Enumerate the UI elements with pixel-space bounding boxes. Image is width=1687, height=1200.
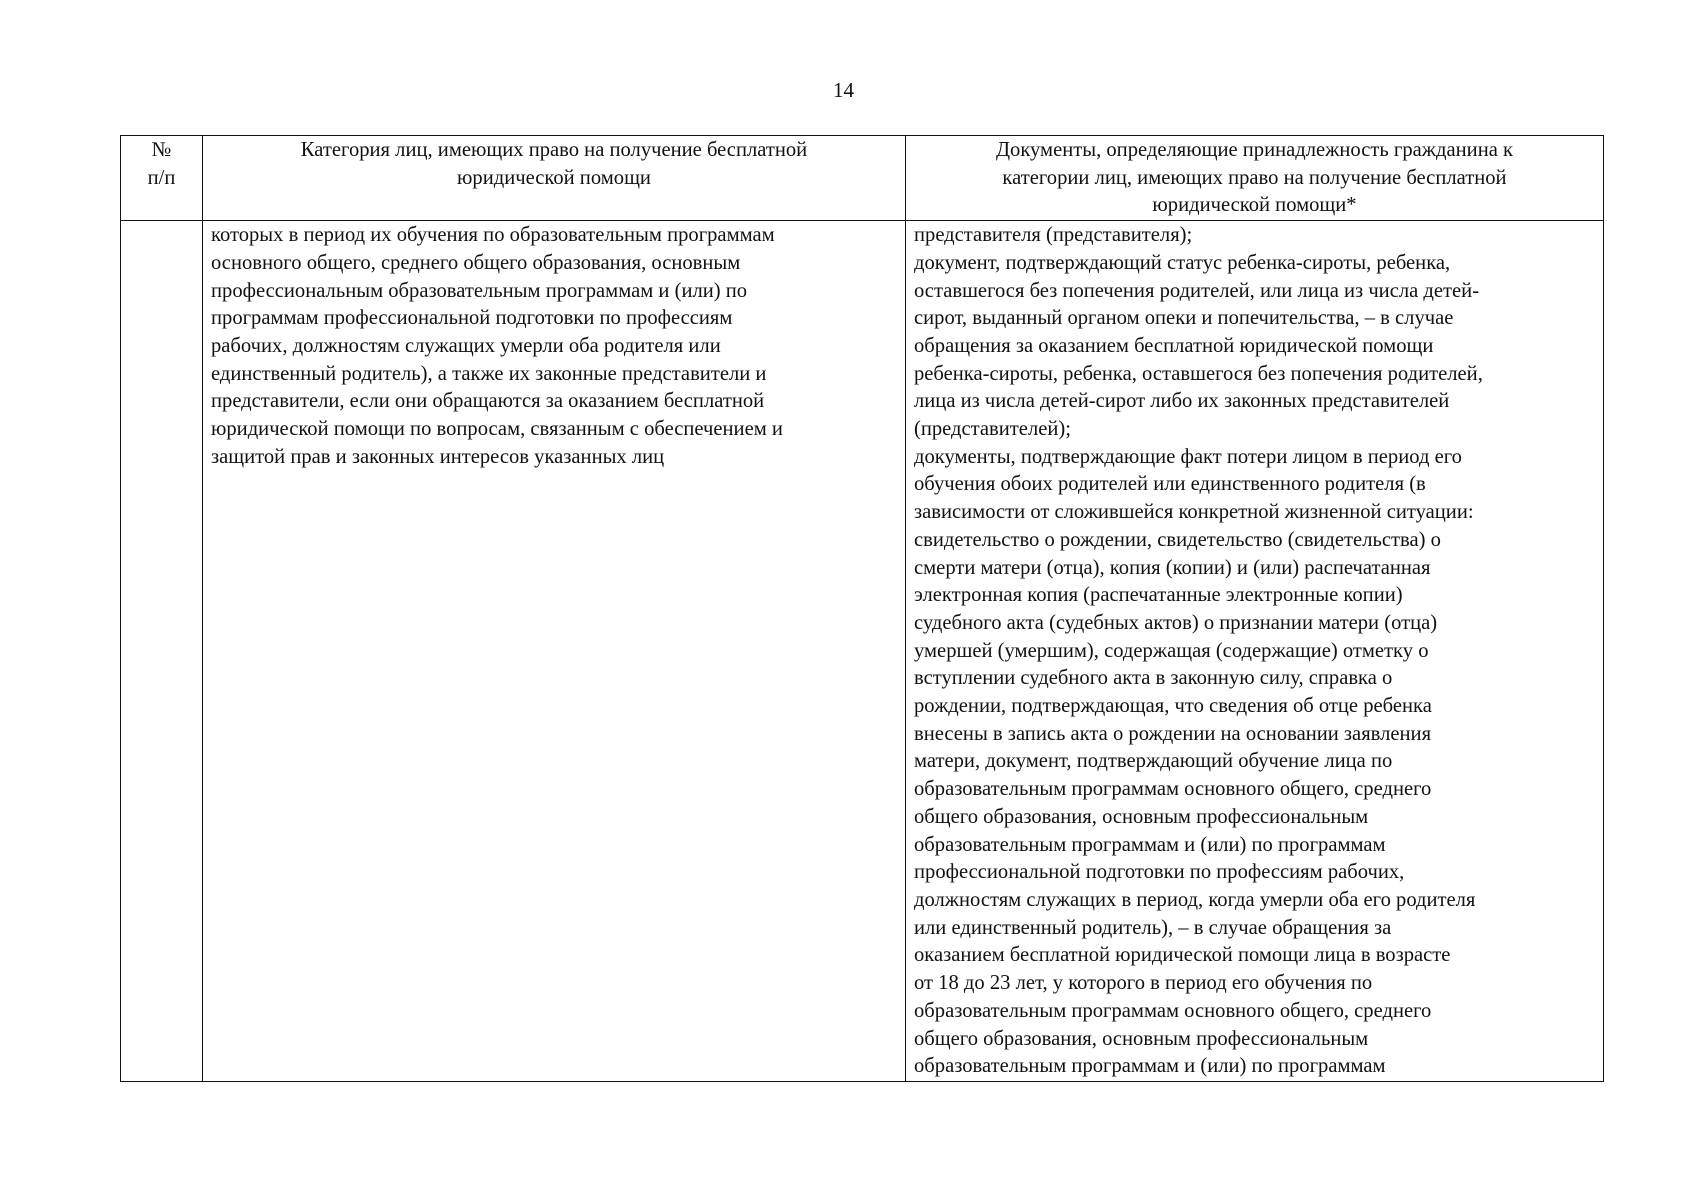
documents-line: зависимости от сложившейся конкретной жизненной ситуации:: [914, 501, 1474, 524]
documents-line: общего образования, основным профессиональным: [914, 1027, 1369, 1050]
header-documents-line: категории лиц, имеющих право на получение бесплатной: [1002, 166, 1507, 189]
documents-line: вступлении судебного акта в законную силу, справка о: [914, 667, 1393, 690]
documents-line: электронная копия (распечатанные электронные копии): [914, 584, 1403, 607]
category-line: профессиональным образовательным программам и (или) по: [211, 279, 748, 302]
header-documents: [906, 136, 1604, 221]
documents-text: [906, 221, 1603, 1081]
documents-line: матери, документ, подтверждающий обучение лица по: [914, 750, 1393, 773]
documents-line: общего образования, основным профессиональным: [914, 805, 1369, 828]
cell-documents: [906, 221, 1604, 1082]
documents-line: или единственный родитель), – в случае обращения за: [914, 916, 1392, 939]
documents-line: свидетельство о рождении, свидетельство (свидетельства) о: [914, 528, 1441, 551]
documents-line: смерти матери (отца), копия (копии) и (или) распечатанная: [914, 556, 1431, 579]
documents-line: образовательным программам основного общего, среднего: [914, 999, 1432, 1022]
documents-line: должностям служащих в период, когда умерли оба его родителя: [914, 888, 1476, 911]
documents-line: лица из числа детей-сирот либо их законных представителей: [914, 390, 1450, 413]
documents-line: образовательным программам и (или) по программам: [914, 1055, 1386, 1078]
category-line: защитой прав и законных интересов указанных лиц: [211, 445, 665, 468]
category-line: основного общего, среднего общего образования, основным: [211, 251, 741, 274]
eligibility-table: [120, 135, 1604, 1082]
cell-category: [203, 221, 906, 1082]
header-documents-line: юридической помощи*: [1152, 194, 1357, 217]
documents-line: образовательным программам основного общего, среднего: [914, 778, 1432, 801]
documents-line: документы, подтверждающие факт потери лицом в период его: [914, 445, 1462, 468]
category-line: программам профессиональной подготовки по профессиям: [211, 307, 733, 330]
documents-line: от 18 до 23 лет, у которого в период его обучения по: [914, 972, 1373, 995]
category-line: единственный родитель), а также их законные представители и: [211, 362, 767, 385]
documents-line: обучения обоих родителей или единственного родителя (в: [914, 473, 1426, 496]
documents-line: внесены в запись акта о рождении на основании заявления: [914, 722, 1432, 745]
documents-line: рождении, подтверждающая, что сведения об отце ребенка: [914, 695, 1432, 718]
documents-line: (представителей);: [914, 418, 1071, 441]
table-header-row: [121, 136, 1604, 221]
cell-number: [121, 221, 203, 1082]
category-line: рабочих, должностям служащих умерли оба родителя или: [211, 334, 721, 357]
page-number: 14: [833, 78, 854, 102]
category-line: представители, если они обращаются за оказанием бесплатной: [211, 390, 765, 413]
documents-line: профессиональной подготовки по профессиям рабочих,: [914, 861, 1405, 884]
documents-line: ребенка-сироты, ребенка, оставшегося без попечения родителей,: [914, 362, 1483, 385]
header-number-line: №: [151, 139, 172, 161]
documents-line: сирот, выданный органом опеки и попечительства, – в случае: [914, 307, 1454, 330]
documents-line: умершей (умершим), содержащая (содержащие) отметку о: [914, 639, 1429, 662]
documents-line: оставшегося без попечения родителей, или лица из числа детей-: [914, 279, 1480, 302]
documents-line: образовательным программам и (или) по программам: [914, 833, 1386, 856]
documents-line: оказанием бесплатной юридической помощи лица в возрасте: [914, 944, 1451, 967]
header-category-line: Категория лиц, имеющих право на получение бесплатной: [300, 139, 808, 161]
documents-line: представителя (представителя);: [914, 224, 1193, 247]
header-documents-line: Документы, определяющие принадлежность гражданина к: [995, 139, 1514, 161]
table-row: [121, 221, 1604, 1082]
documents-line: документ, подтверждающий статус ребенка-сироты, ребенка,: [914, 251, 1451, 274]
header-category-line: юридической помощи: [457, 166, 651, 189]
header-number: [121, 136, 203, 221]
documents-line: судебного акта (судебных актов) о признании матери (отца): [914, 611, 1438, 634]
category-line: юридической помощи по вопросам, связанным с обеспечением и: [211, 418, 783, 441]
category-line: которых в период их обучения по образовательным программам: [211, 224, 775, 247]
category-text: [203, 221, 905, 471]
header-category: [203, 136, 906, 221]
documents-line: обращения за оказанием бесплатной юридической помощи: [914, 334, 1434, 357]
header-number-line: п/п: [147, 166, 176, 189]
